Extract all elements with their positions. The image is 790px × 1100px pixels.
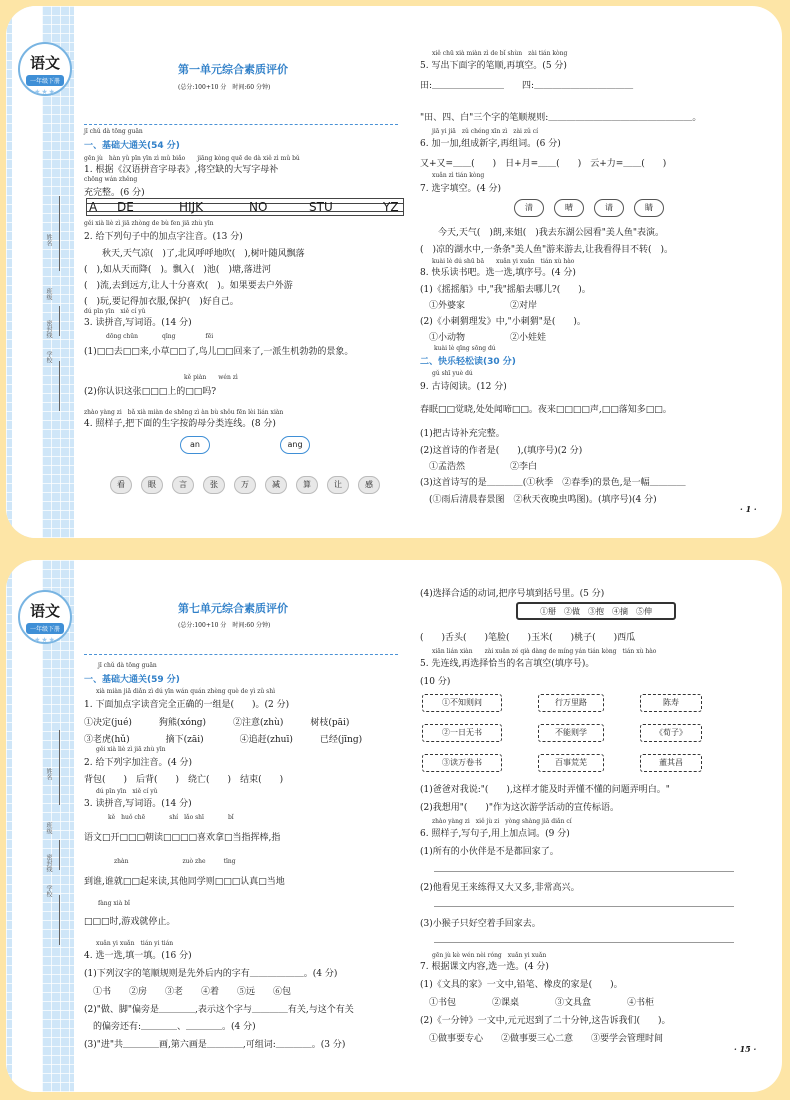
pinyin: jī chǔ dà tōng guān bbox=[84, 128, 143, 135]
question-5-score: (10 分) bbox=[420, 677, 451, 687]
section-heading: 一、基础大通关(54 分) bbox=[84, 141, 180, 151]
passage-line: ( )凉的湖水中,一条条"美人鱼"游来游去,让我看得目不转( )。 bbox=[420, 245, 674, 255]
char-flower[interactable]: 眼 bbox=[141, 476, 163, 494]
letter: HIJK bbox=[179, 200, 203, 214]
char-flower[interactable]: 万 bbox=[234, 476, 256, 494]
sub-question: (2)我想用"( )"作为这次游学活动的宣传标语。 bbox=[420, 803, 620, 813]
pinyin: xuǎn yi xuǎn tián yi tián bbox=[96, 940, 174, 947]
subject-badge bbox=[18, 42, 72, 96]
badge-stars: ★★★ bbox=[34, 88, 56, 96]
margin-school-label: 学校 bbox=[45, 351, 52, 363]
margin-school-label: 学校 bbox=[45, 885, 52, 897]
letter: NO bbox=[249, 200, 268, 214]
answer-line: 又+又=＿＿( ) 日+月=＿＿( ) 云+力=＿＿( ) bbox=[420, 159, 667, 169]
passage-line: 语文□开□□□朝读□□□□喜欢拿□当指挥棒,指 bbox=[84, 833, 281, 843]
pinyin: jī chǔ dà tōng guān bbox=[98, 662, 157, 669]
question-2: 2. 给下列字加注音。(4 分) bbox=[84, 758, 193, 768]
sub-question-cont: 的偏旁还有:＿＿＿＿、＿＿＿＿。(4 分) bbox=[84, 1022, 256, 1032]
options: ①书包 ②课桌 ③文具盒 ④书柜 bbox=[420, 998, 655, 1008]
pinyin: gēn jù hàn yǔ pīn yīn zì mǔ biǎo jiāng kòng quē de dà xiě zì mǔ bǔ bbox=[84, 155, 300, 162]
sub-question: (3)这首诗写的是＿＿＿＿(①秋季 ②春季)的景色,是一幅＿＿＿＿ bbox=[420, 478, 686, 488]
letter: YZ bbox=[383, 200, 399, 214]
passage-line: 今天,天气( )朗,来姐( )我去东湖公园看"美人鱼"表演。 bbox=[420, 228, 665, 238]
question-6: 6. 照样子,写句子,用上加点词。(9 分) bbox=[420, 829, 570, 839]
worksheet-page-1 bbox=[6, 6, 782, 538]
alphabet-lines bbox=[86, 198, 404, 216]
question-9: 9. 古诗阅读。(12 分) bbox=[420, 382, 507, 392]
pinyin: kě huǒ chē shí lǎo shī bǐ bbox=[84, 814, 234, 821]
margin-divider bbox=[59, 361, 60, 411]
writing-line[interactable] bbox=[434, 871, 734, 872]
margin-divider bbox=[59, 895, 60, 945]
question-5: 5. 先连线,再选择恰当的名言填空(填序号)。 bbox=[420, 659, 595, 669]
question-8: 8. 快乐读书吧。选一选,填序号。(4 分) bbox=[420, 268, 576, 278]
badge-subject: 语文 bbox=[29, 602, 60, 620]
question-1: 1. 根据《汉语拼音字母表》,将空缺的大写字母补 bbox=[84, 165, 279, 175]
question-1-cont: 充完整。(6 分) bbox=[84, 188, 145, 198]
options: ①小动物 ②小娃娃 bbox=[420, 333, 547, 343]
passage-line: 到谁,谁就□□起来读,其他同学则□□□认真□当地 bbox=[84, 877, 285, 887]
question-4: 4. 照样子,把下面的生字按韵母分类连线。(8 分) bbox=[84, 419, 276, 429]
question-1: 1. 下面加点字读音完全正确的一组是( )。(2 分) bbox=[84, 700, 290, 710]
options: ①外婆家 ②对岸 bbox=[420, 301, 538, 311]
sub-question: (2)这首诗的作者是( ),(填序号)(2 分) bbox=[420, 446, 583, 456]
pinyin: kě piàn wén zì bbox=[184, 374, 238, 381]
pinyin: dú pīn yīn xiě cí yǔ bbox=[84, 308, 146, 315]
margin-name-label: 姓名 bbox=[45, 234, 52, 246]
sub-question: (1)《摇摇船》中,"我"摇船去哪儿?( )。 bbox=[420, 285, 591, 295]
char-flower[interactable]: 减 bbox=[265, 476, 287, 494]
pinyin: xiě chū xià miàn zì de bǐ shùn zài tián kòng bbox=[432, 50, 568, 57]
badge-stars: ★★★ bbox=[34, 636, 56, 644]
passage-line: 秋天,天气凉( )了,北风呼呼地吹( ),树叶随风飘落 bbox=[84, 249, 305, 259]
poem-line: 春眠□□觉晓,处处闻啼□□。夜来□□□□声,□□落知多□□。 bbox=[420, 405, 672, 415]
question-2: 2. 给下列句子中的加点字注音。(13 分) bbox=[84, 232, 243, 242]
sub-question: (4)选择合适的动词,把序号填到括号里。(5 分) bbox=[420, 589, 605, 599]
question-7: 7. 选字填空。(4 分) bbox=[420, 184, 502, 194]
sub-question: (3)"进"共＿＿＿＿画,第六画是＿＿＿＿,可组词:＿＿＿＿。(3 分) bbox=[84, 1040, 346, 1050]
margin-divider bbox=[59, 196, 60, 271]
answer-line: 田:＿＿＿＿＿＿＿＿ 四:＿＿＿＿＿＿＿＿＿＿＿ bbox=[420, 81, 634, 91]
answer-line: 背包( ) 后背( ) 绕亡( ) 结束( ) bbox=[84, 775, 284, 785]
section-heading: 二、快乐轻松读(30 分) bbox=[420, 357, 516, 367]
page-title: 第一单元综合素质评价 bbox=[178, 63, 288, 76]
sub-question: (1)《文具的家》一文中,铅笔、橡皮的家是( )。 bbox=[420, 980, 623, 990]
pinyin: dōng chūn qīng fēi bbox=[106, 333, 214, 340]
question-3: 3. 读拼音,写词语。(14 分) bbox=[84, 318, 192, 328]
example-sentence: (3)小猴子只好空着手回家去。 bbox=[420, 919, 541, 929]
question-3-part-2: (2)你认识这张□□□上的□□吗? bbox=[84, 387, 217, 397]
char-flower[interactable]: 看 bbox=[110, 476, 132, 494]
options: ①做事要专心 ②做事要三心二意 ③要学会管理时间 bbox=[420, 1034, 664, 1044]
margin-name-label: 姓名 bbox=[45, 768, 52, 780]
badge-grade: 一年级下册 bbox=[26, 623, 64, 634]
char-flower[interactable]: 让 bbox=[327, 476, 349, 494]
section-heading: 一、基础大通关(59 分) bbox=[84, 675, 180, 685]
answer-line: "田、四、白"三个字的笔顺规则:＿＿＿＿＿＿＿＿＿＿＿＿＿＿＿＿。 bbox=[420, 113, 702, 123]
sub-question: (2)《一分钟》一文中,元元迟到了二十分钟,这告诉我们( )。 bbox=[420, 1016, 671, 1026]
word-option: 请 bbox=[594, 199, 624, 217]
question-3-part-1: (1)□□去□□来,小草□□了,鸟儿□□回来了,一派生机勃勃的景象。 bbox=[84, 347, 354, 357]
question-5: 5. 写出下面字的笔顺,再填空。(5 分) bbox=[420, 61, 567, 71]
pinyin: chōng wán zhěng bbox=[84, 176, 138, 183]
passage-line: ( )流,去到远方,让人十分喜欢( )。如果要去户外游 bbox=[84, 281, 293, 291]
sub-question: (1)把古诗补充完整。 bbox=[420, 429, 505, 439]
page-subtitle: (总分:100+10 分 时间:60 分钟) bbox=[178, 622, 271, 629]
proverb-part[interactable]: ①不知则问 bbox=[422, 694, 502, 712]
options: ③老虎(hǔ) 摘下(zāi) ④追赶(zhuī) 已经(jīng) bbox=[84, 735, 363, 745]
subject-badge bbox=[18, 590, 72, 644]
sub-question: (1)爸爸对我说:"( ),这样才能及时弄懂不懂的问题弄明白。" bbox=[420, 785, 670, 795]
options: ①决定(jué) 狗熊(xóng) ②注意(zhù) 树枝(pāi) bbox=[84, 718, 350, 728]
proverb-part[interactable]: ③读万卷书 bbox=[422, 754, 502, 772]
pinyin: zhàn zuò zhe tīng bbox=[84, 858, 236, 865]
proverb-part[interactable]: ②一日无书 bbox=[422, 724, 502, 742]
word-option: 清 bbox=[514, 199, 544, 217]
char-flower[interactable]: 张 bbox=[203, 476, 225, 494]
page-title: 第七单元综合素质评价 bbox=[178, 602, 288, 615]
margin-divider bbox=[59, 840, 60, 870]
pinyin: fàng xià bǐ bbox=[98, 900, 130, 907]
sub-question: (1)下列汉字的笔顺规则是先外后内的字有＿＿＿＿＿＿。(4 分) bbox=[84, 969, 338, 979]
letter: DE bbox=[117, 200, 134, 214]
writing-line[interactable] bbox=[434, 906, 734, 907]
word-option: 睛 bbox=[634, 199, 664, 217]
pinyin: jiā yi jiā zǔ chéng xīn zì zài zǔ cí bbox=[432, 128, 539, 135]
margin-seal-label: 密封线 bbox=[45, 320, 52, 338]
pinyin: gěi xià liè zì jiā zhù yīn bbox=[96, 746, 166, 753]
passage-line: □□□时,游戏就停止。 bbox=[84, 917, 176, 927]
proverb-part[interactable]: 不能则学 bbox=[538, 724, 604, 742]
proverb-source[interactable]: 董其昌 bbox=[640, 754, 702, 772]
verb-options: ①掰 ②做 ③抱 ④摘 ⑤伸 bbox=[516, 602, 676, 620]
char-flower[interactable]: 言 bbox=[172, 476, 194, 494]
pinyin: zhào yàng zi xiě jù zi yòng shàng jiā diǎn cí bbox=[432, 818, 572, 825]
pinyin: gěi xià liè zì jiā zhòng de bù fen jiā zhù yīn bbox=[84, 220, 214, 227]
question-3: 3. 读拼音,写词语。(14 分) bbox=[84, 799, 192, 809]
left-column bbox=[84, 560, 406, 1092]
margin-class-label: 班级 bbox=[45, 288, 52, 300]
rhyme-an: an bbox=[180, 436, 210, 454]
pinyin: dú pīn yīn xiě cí yǔ bbox=[96, 788, 158, 795]
word-option: 晴 bbox=[554, 199, 584, 217]
pinyin: zhào yàng zi bǎ xià miàn de shēng zì àn bù shǒu fēn lèi lián xiàn bbox=[84, 409, 284, 416]
answer-line: ( )舌头( )笔脸( )玉米( )桃子( )西瓜 bbox=[420, 633, 636, 643]
right-column bbox=[420, 560, 770, 1092]
question-6: 6. 加一加,组成新字,再组词。(6 分) bbox=[420, 139, 561, 149]
section-divider bbox=[84, 124, 398, 125]
sub-question: (2)"做、脚"偏旁是＿＿＿＿,表示这个字与＿＿＿＿有关,与这个有关 bbox=[84, 1005, 354, 1015]
pinyin: kuài lè qīng sōng dú bbox=[434, 345, 496, 352]
margin-divider bbox=[59, 306, 60, 336]
passage-line: ( )玩,要记得加衣服,保护( )好自己。 bbox=[84, 297, 239, 307]
margin-class-label: 班级 bbox=[45, 822, 52, 834]
proverb-source[interactable]: 陈寿 bbox=[640, 694, 702, 712]
pinyin: kuài lè dú shū bā xuǎn yi xuǎn tián xù hào bbox=[432, 258, 575, 265]
worksheet-page-15 bbox=[6, 560, 782, 1092]
pinyin: xià miàn jiā diǎn zì dú yīn wán quán zhèng què de yì zǔ shì bbox=[96, 688, 275, 695]
proverb-source[interactable]: 《荀子》 bbox=[640, 724, 702, 742]
letter: A bbox=[89, 200, 98, 214]
page-subtitle: (总分:100+10 分 时间:60 分钟) bbox=[178, 84, 271, 91]
badge-grade: 一年级下册 bbox=[26, 75, 64, 86]
options: ①书 ②房 ③老 ④着 ⑤远 ⑥包 bbox=[84, 987, 292, 997]
left-column bbox=[84, 6, 406, 538]
sub-question: (2)《小刺猬理发》中,"小刺猬"是( )。 bbox=[420, 317, 586, 327]
pinyin: xiān lián xiàn zài xuǎn zé qià dàng de míng yán tián kòng tián xù hào bbox=[432, 648, 657, 655]
proverb-part[interactable]: 百事荒芜 bbox=[538, 754, 604, 772]
options: ①孟浩然 ②李白 bbox=[420, 462, 538, 472]
right-column bbox=[420, 6, 770, 538]
letter: STU bbox=[309, 200, 333, 214]
pinyin: xuǎn zì tián kòng bbox=[432, 172, 485, 179]
example-sentence: (2)他看见王来练得又大又多,非常高兴。 bbox=[420, 883, 580, 893]
char-flower[interactable]: 算 bbox=[296, 476, 318, 494]
sub-question-cont: (①雨后清晨春景图 ②秋天夜晚虫鸣图)。(填序号)(4 分) bbox=[420, 495, 657, 505]
pinyin: gǔ shī yuè dú bbox=[432, 370, 473, 377]
margin-divider bbox=[59, 730, 60, 805]
page-number: · 15 · bbox=[734, 1044, 757, 1054]
section-divider bbox=[84, 654, 398, 655]
char-flower[interactable]: 感 bbox=[358, 476, 380, 494]
writing-line[interactable] bbox=[434, 942, 734, 943]
margin-seal-label: 密封线 bbox=[45, 854, 52, 872]
page-number: · 1 · bbox=[740, 504, 757, 514]
rhyme-ang: ang bbox=[280, 436, 310, 454]
proverb-part[interactable]: 行万里路 bbox=[538, 694, 604, 712]
question-4: 4. 选一选,填一填。(16 分) bbox=[84, 951, 192, 961]
passage-line: ( ),如从天而降( )。飘入( )池( )塘,落进河 bbox=[84, 265, 271, 275]
pinyin: gēn jù kè wén nèi róng xuǎn yi xuǎn bbox=[432, 952, 547, 959]
example-sentence: (1)所有的小伙伴是不是都回家了。 bbox=[420, 847, 559, 857]
badge-subject: 语文 bbox=[29, 54, 60, 72]
question-7: 7. 根据课文内容,选一选。(4 分) bbox=[420, 962, 549, 972]
